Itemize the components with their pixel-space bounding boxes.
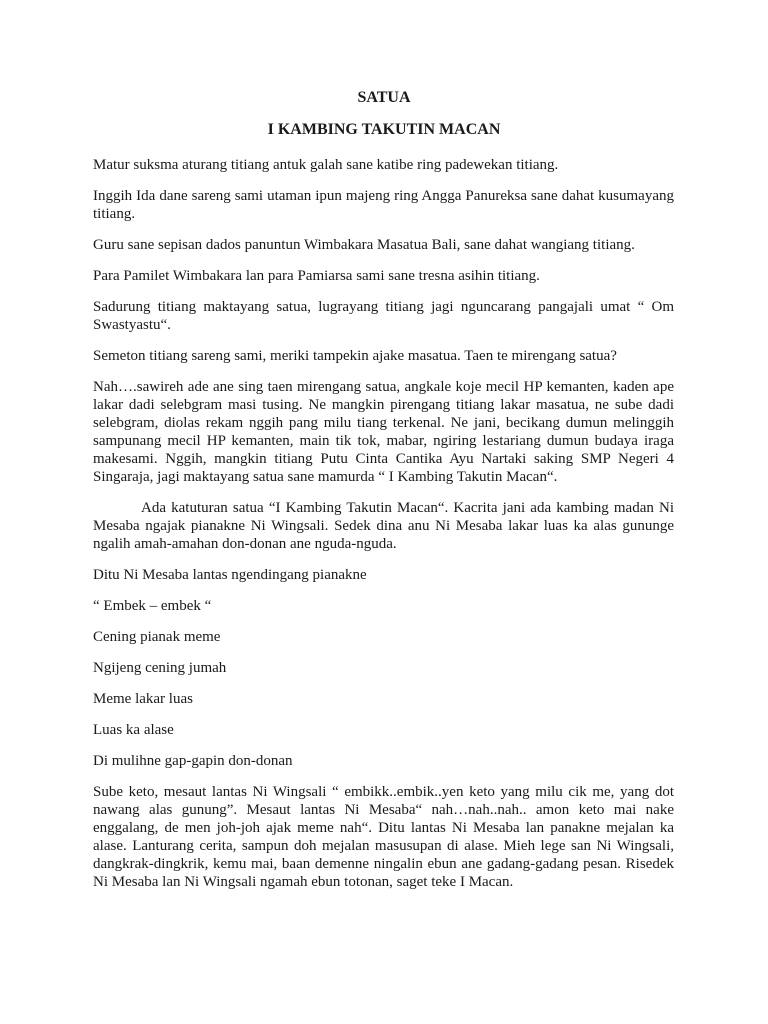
song-line: Cening pianak meme (93, 629, 221, 645)
paragraph-song-intro: Ditu Ni Mesaba lantas ngendingang pianakne (93, 567, 367, 583)
paragraph-story-continued: Sube keto, mesaut lantas Ni Wingsali “ embikk..embik..yen keto yang milu cik me, yang dot nawang alas gunung”. Mesaut lantas Ni Mesaba“ nah…nah..nah.. amon keto mai nake enggalang, de men joh-joh ajak meme nah“. Ditu lantas Ni Mesaba lan panakne mejalan ka alase. Lanturang cerita, sampun doh mejalan masusupan di alase. Mieh lege san Ni Wingsali, dangkrak-dingkrik, kemu mai, baan demenne ningalin ebun ane gadang-gadang pesan. Risedek Ni Mesaba lan Ni Wingsali ngamah ebun totonan, saget teke I Macan. (93, 784, 674, 890)
song-line: Meme lakar luas (93, 691, 193, 707)
document-body (93, 156, 674, 904)
story-title: I KAMBING TAKUTIN MACAN (267, 121, 501, 138)
paragraph-greeting-judges: Inggih Ida dane sareng sami utaman ipun majeng ring Angga Panureksa sane dahat kusumayang titiang. (93, 188, 674, 222)
paragraph-invitation: Semeton titiang sareng sami, meriki tampekin ajake masatua. Taen te mirengang satua? (93, 348, 617, 364)
paragraph-greeting-teacher: Guru sane sepisan dados panuntun Wimbakara Masatua Bali, sane dahat wangiang titiang. (93, 237, 635, 253)
paragraph-introduction: Nah….sawireh ade ane sing taen mirengang satua, angkale koje mecil HP kemanten, kaden ape lakar dadi selebgram masi tusing. Ne mangkin pirengang titiang lakar masatua, ne sube dadi selebgram, diolas rekam nggih pang milu tiang terkenal. Ne jani, becikang dumun melinggih sampunang mecil HP kemanten, main tik tok, mabar, ngiring lestariang dumun budaya iraga makesami. Nggih, mangkin titiang Putu Cinta Cantika Ayu Nartaki saking SMP Negeri 4 Singaraja, jagi maktayang satua sane mamurda “ I Kambing Takutin Macan“. (93, 379, 674, 485)
paragraph-greeting-participants: Para Pamilet Wimbakara lan para Pamiarsa sami sane tresna asihin titiang. (93, 268, 540, 284)
song-line: “ Embek – embek “ (93, 598, 212, 614)
song-line: Ngijeng cening jumah (93, 660, 227, 676)
paragraph-opening-salutation: Sadurung titiang maktayang satua, lugrayang titiang jagi nguncarang pangajali umat “ Om Swastyastu“. (93, 299, 674, 333)
song-line: Di mulihne gap-gapin don-donan (93, 753, 293, 769)
paragraph-story-start: Ada katuturan satua “I Kambing Takutin Macan“. Kacrita jani ada kambing madan Ni Mesaba ngajak pianakne Ni Wingsali. Sedek dina anu Ni Mesaba lakar luas ka alas gununge ngalih amah-amahan don-donan ane nguda-nguda. (93, 500, 674, 552)
song-line: Luas ka alase (93, 722, 174, 738)
paragraph-greeting-thanks: Matur suksma aturang titiang antuk galah sane katibe ring padewekan titiang. (93, 157, 559, 173)
document-title: SATUA (357, 89, 411, 106)
